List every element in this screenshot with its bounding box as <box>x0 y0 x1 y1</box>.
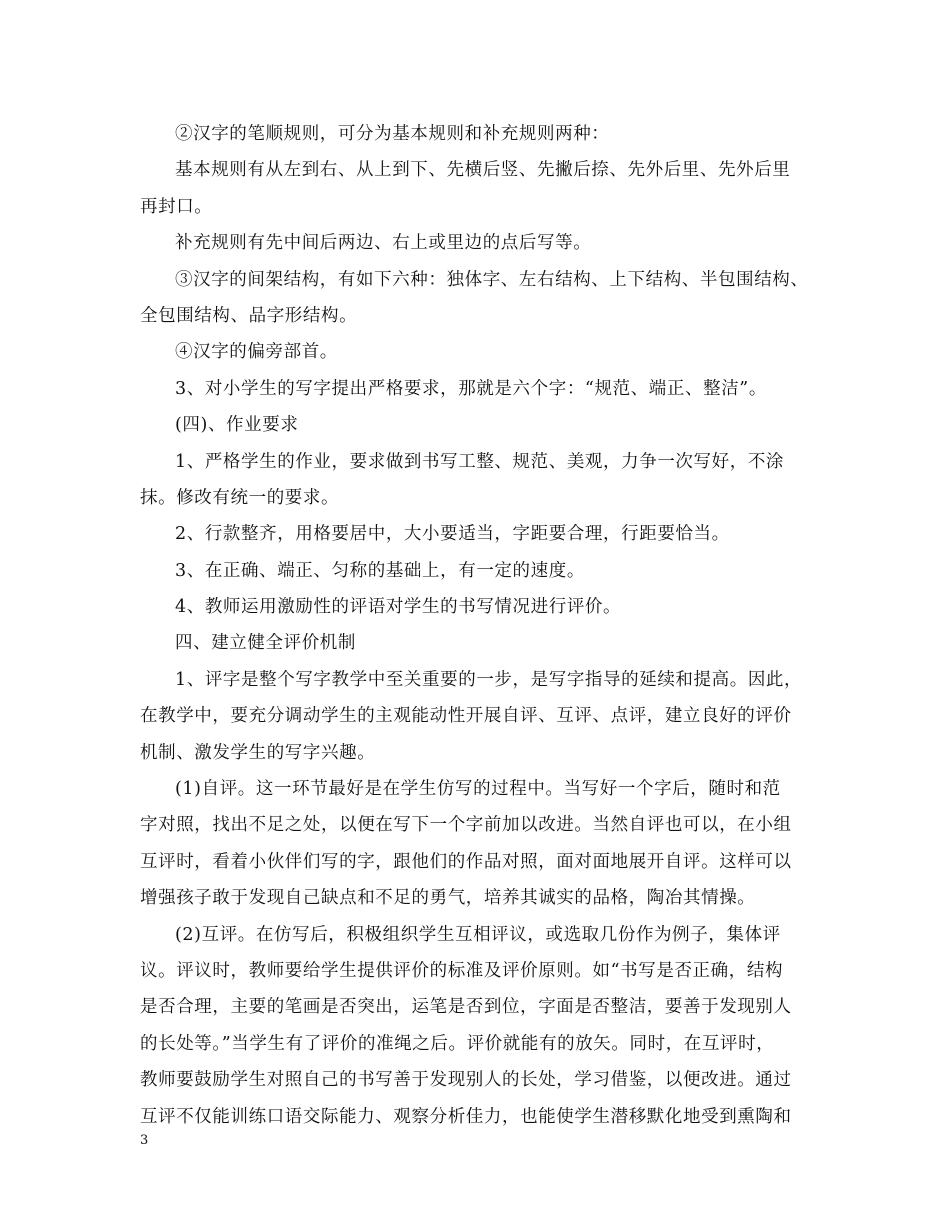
text-line: (四)、作业要求 <box>175 415 299 436</box>
text-line: 2、行款整齐，用格要居中，大小要适当，字距要合理，行距要恰当。 <box>175 524 730 545</box>
document-body <box>140 116 820 1135</box>
text-line: (2)互评。在仿写后，积极组织学生互相评议，或选取几份作为例子，集体评 <box>175 924 781 945</box>
page-number: 3 <box>140 1133 149 1148</box>
text-line: 全包围结构、品字形结构。 <box>140 305 358 326</box>
text-line: ②汉字的笔顺规则，可分为基本规则和补充规则两种： <box>175 124 610 144</box>
text-line: ④汉字的偏旁部首。 <box>175 342 338 363</box>
text-line: 教师要鼓励学生对照自己的书写善于发现别人的长处，学习借鉴，以便改进。通过 <box>140 1070 792 1091</box>
text-line: 4、教师运用激励性的评语对学生的书写情况进行评价。 <box>175 597 622 618</box>
text-line: 1、评字是整个写字教学中至关重要的一步，是写字指导的延续和提高。因此， <box>175 669 803 690</box>
text-line: 再封口。 <box>140 196 213 217</box>
text-line: 补充规则有先中间后两边、右上或里边的点后写等。 <box>175 233 592 254</box>
text-line: 是否合理，主要的笔画是否突出，运笔是否到位，字面是否整洁，要善于发现别人 <box>140 997 792 1018</box>
text-line: 互评不仅能训练口语交际能力、观察分析佳力，也能使学生潜移默化地受到熏陶和 <box>140 1106 792 1127</box>
text-line: 互评时，看着小伙伴们写的字，跟他们的作品对照，面对面地展开自评。这样可以 <box>140 851 792 872</box>
text-line: 基本规则有从左到右、从上到下、先横后竖、先撇后捺、先外后里、先外后里 <box>175 160 791 181</box>
text-line: 四、建立健全评价机制 <box>175 633 356 654</box>
text-line: 1、严格学生的作业，要求做到书写工整、规范、美观，力争一次写好，不涂 <box>175 451 785 472</box>
text-line: 的长处等。”当学生有了评价的准绳之后。评价就能有的放矢。同时，在互评时， <box>140 1033 775 1054</box>
text-line: 3、对小学生的写字提出严格要求，那就是六个字：“规范、端正、整洁”。 <box>175 378 767 399</box>
text-line: 议。评议时，教师要给学生提供评价的标准及评价原则。如“书写是否正确，结构 <box>140 960 784 981</box>
text-line: 在教学中，要充分调动学生的主观能动性开展自评、互评、点评，建立良好的评价 <box>140 706 792 727</box>
text-line: ③汉字的间架结构，有如下六种：独体字、左右结构、上下结构、半包围结构、 <box>175 269 809 290</box>
text-line: 增强孩子敢于发现自己缺点和不足的勇气，培养其诚实的品格，陶冶其情操。 <box>140 888 756 909</box>
text-line: 机制、激发学生的写字兴趣。 <box>140 742 376 763</box>
text-line: 字对照，找出不足之处，以便在写下一个字前加以改进。当然自评也可以，在小组 <box>140 815 792 836</box>
text-line: (1)自评。这一环节最好是在学生仿写的过程中。当写好一个字后，随时和范 <box>175 779 781 800</box>
text-line: 3、在正确、端正、匀称的基础上，有一定的速度。 <box>175 560 585 581</box>
text-line: 抹。修改有统一的要求。 <box>140 487 340 508</box>
